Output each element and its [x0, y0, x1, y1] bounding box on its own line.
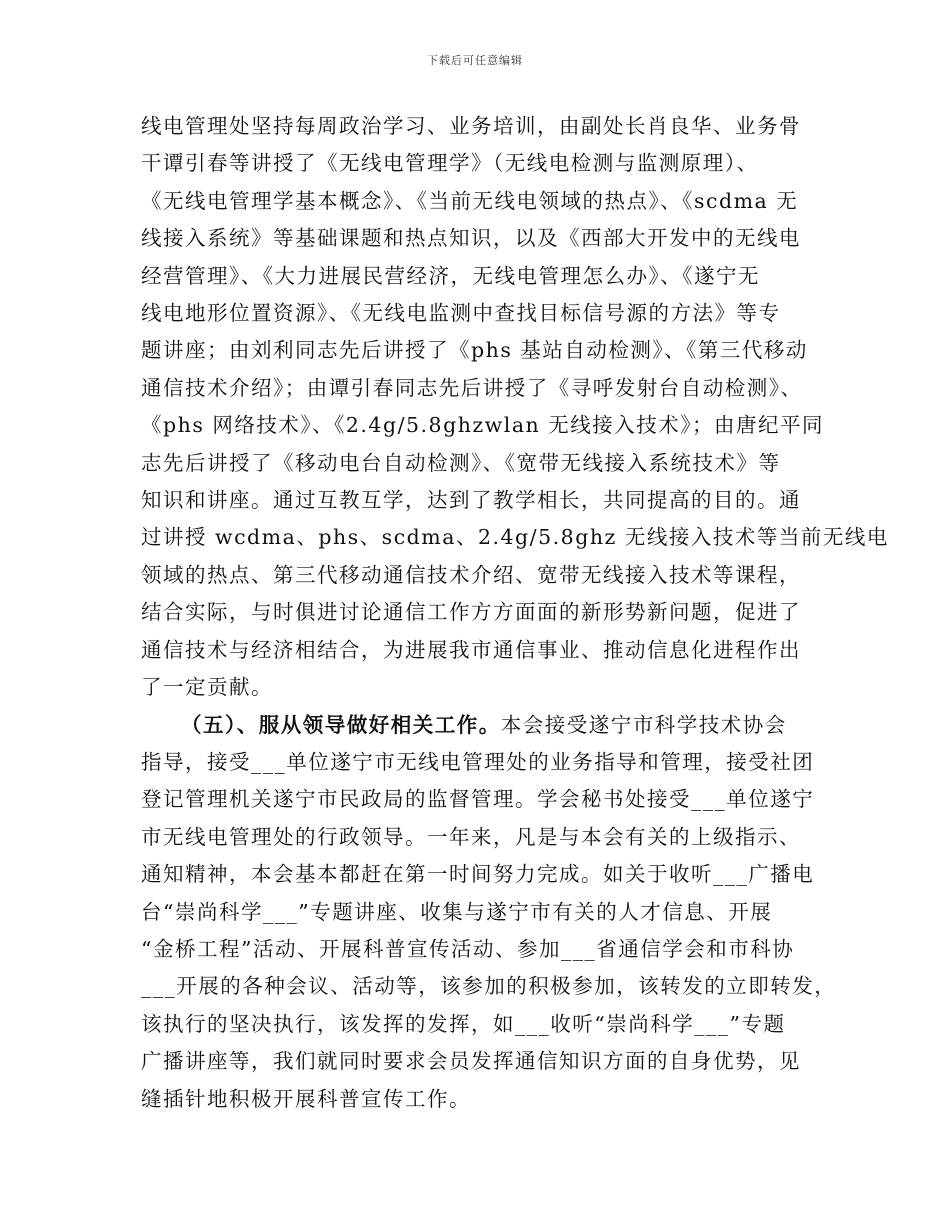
- text-line: 通知精神，本会基本都赶在第一时间努力完成。如关于收听___广播电: [141, 862, 815, 887]
- section-heading-rest: 本会接受遂宁市科学技术协会: [500, 712, 787, 737]
- text-line: 知识和讲座。通过互教互学，达到了教学相长，共同提高的目的。通: [141, 488, 801, 513]
- text-line: ___开展的各种会议、活动等，该参加的积极参加，该转发的立即转发，: [141, 974, 837, 999]
- page-header: 下载后可任意编辑: [427, 54, 523, 67]
- text-line: 线电地形位置资源》、《无线电监测中查找目标信号源的方法》等专: [141, 301, 781, 326]
- text-line: 《phs 网络技术》、《2.4g/5.8ghzwlan 无线接入技术》；由唐纪平同: [141, 413, 825, 438]
- text-line: 志先后讲授了《移动电台自动检测》、《宽带无线接入系统技术》等: [141, 450, 781, 475]
- text-line: 经营管理》、《大力进展民营经济，无线电管理怎么办》、《遂宁无: [141, 263, 760, 288]
- text-line: 指导，接受___单位遂宁市无线电管理处的业务指导和管理，接受社团: [141, 749, 815, 774]
- text-line: 题讲座；由刘利同志先后讲授了《phs 基站自动检测》、《第三代移动: [141, 338, 808, 363]
- text-line: 干谭引春等讲授了《无线电管理学》（无线电检测与监测原理）、: [141, 151, 759, 176]
- text-line: 广播讲座等，我们就同时要求会员发挥通信知识方面的自身优势，见: [141, 1049, 801, 1074]
- paragraph-training: [141, 108, 889, 707]
- text-line: 台“崇尚科学___”专题讲座、收集与遂宁市有关的人才信息、开展: [141, 899, 773, 924]
- text-line: 《无线电管理学基本概念》、《当前无线电领域的热点》、《scdma 无: [141, 188, 799, 213]
- text-line: 了一定贡献。: [141, 675, 273, 700]
- section-heading: （五）、服从领导做好相关工作。: [181, 712, 501, 737]
- text-line: 过讲授 wcdma、phs、scdma、2.4g/5.8ghz 无线接入技术等当前无线电: [141, 525, 889, 550]
- text-line: 结合实际，与时俱进讨论通信工作方方面面的新形势新问题，促进了: [141, 600, 801, 625]
- text-line: 该执行的坚决执行，该发挥的发挥，如___收听“崇尚科学___”专题: [141, 1011, 786, 1036]
- text-line: [141, 707, 813, 744]
- paragraph-section-5: [141, 707, 837, 1118]
- text-line: “金桥工程”活动、开展科普宣传活动、参加___省通信学会和市科协: [141, 936, 795, 961]
- text-line: 缝插针地积极开展科普宣传工作。: [141, 1086, 471, 1111]
- text-line: 通信技术介绍》；由谭引春同志先后讲授了《寻呼发射台自动检测》、: [141, 375, 803, 400]
- text-line: 线接入系统》等基础课题和热点知识，以及《西部大开发中的无线电: [141, 226, 801, 251]
- text-line: 登记管理机关遂宁市民政局的监督管理。学会秘书处接受___单位遂宁: [141, 787, 815, 812]
- text-line: 领域的热点、第三代移动通信技术介绍、宽带无线接入技术等课程，: [141, 562, 801, 587]
- text-line: 市无线电管理处的行政领导。一年来，凡是与本会有关的上级指示、: [141, 824, 801, 849]
- document-body: [141, 108, 889, 1118]
- text-line: 通信技术与经济相结合，为进展我市通信事业、推动信息化进程作出: [141, 637, 801, 662]
- text-line: 线电管理处坚持每周政治学习、业务培训，由副处长肖良华、业务骨: [141, 114, 801, 138]
